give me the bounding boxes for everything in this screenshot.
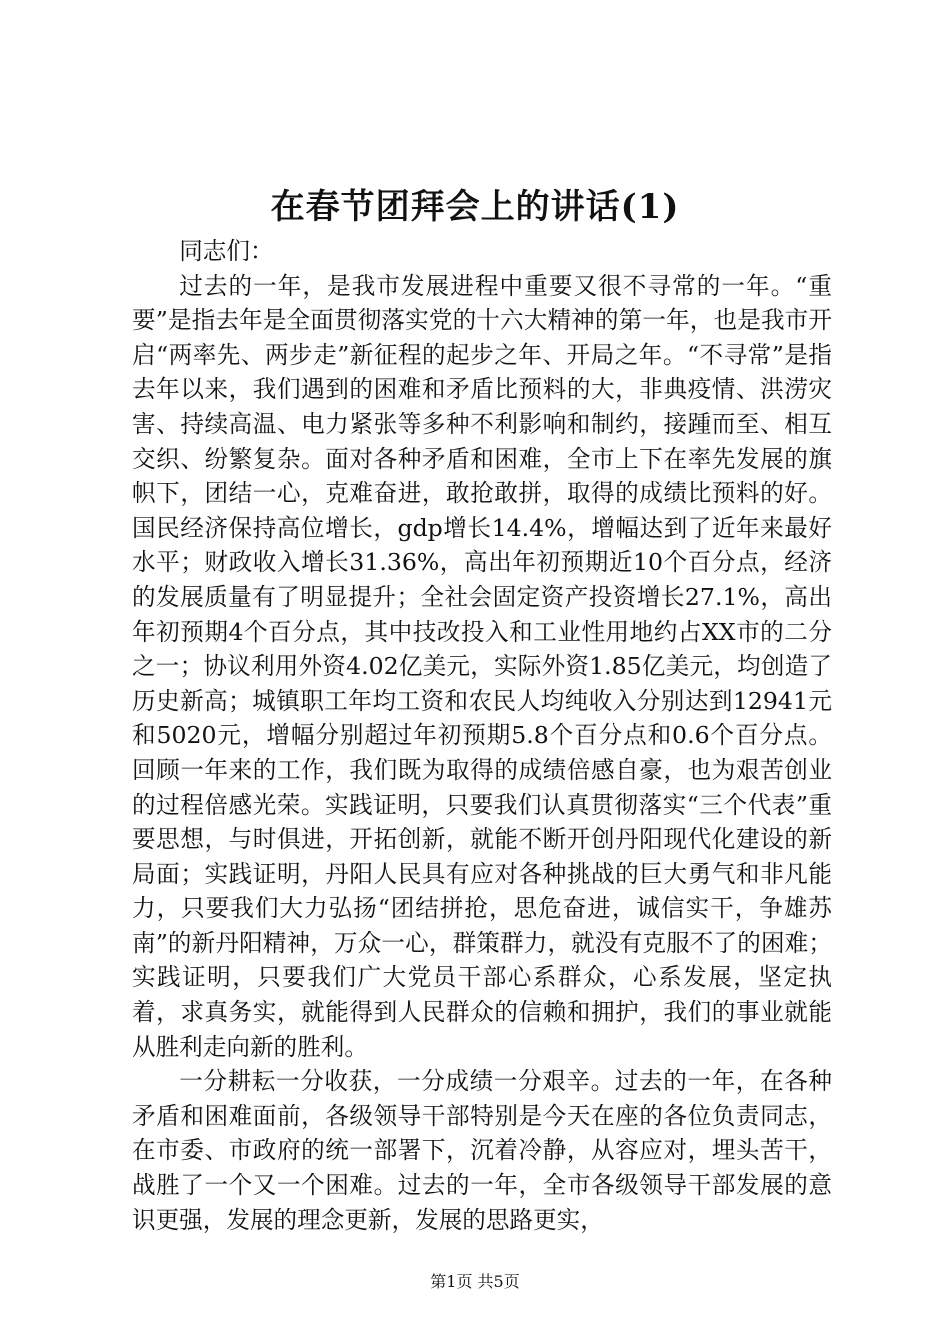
document-body (132, 234, 832, 1237)
page-footer: 第1页 共5页 (430, 1272, 520, 1291)
paragraph-2: 一分耕耘一分收获，一分成绩一分艰辛。过去的一年，在各种矛盾和困难面前，各级领导干部特别是今天在座的各位负责同志，在市委、市政府的统一部署下，沉着冷静，从容应对，埋头苦干，战胜了一个又一个困难。过去的一年，全市各级领导干部发展的意识更强，发展的理念更新，发展的思路更实， (132, 1067, 832, 1234)
paragraph-1: 过去的一年，是我市发展进程中重要又很不寻常的一年。“重要”是指去年是全面贯彻落实党的十六大精神的第一年，也是我市开启“两率先、两步走”新征程的起步之年、开局之年。“不寻常”是指去年以来，我们遇到的困难和矛盾比预料的大，非典疫情、洪涝灾害、持续高温、电力紧张等多种不利影响和制约，接踵而至、相互交织、纷繁复杂。面对各种矛盾和困难，全市上下在率先发展的旗帜下，团结一心，克难奋进，敢抢敢拼，取得的成绩比预料的好。国民经济保持高位增长，gdp增长14.4%，增幅达到了近年来最好水平；财政收入增长31.36%，高出年初预期近10个百分点，经济的发展质量有了明显提升；全社会固定资产投资增长27.1%，高出年初预期4个百分点，其中技改投入和工业性用地约占XX市的二分之一；协议利用外资4.02亿美元，实际外资1.85亿美元，均创造了历史新高；城镇职工年均工资和农民人均纯收入分别达到12941元和5020元，增幅分别超过年初预期5.8个百分点和0.6个百分点。回顾一年来的工作，我们既为取得的成绩倍感自豪，也为艰苦创业的过程倍感光荣。实践证明，只要我们认真贯彻落实“三个代表”重要思想，与时俱进，开拓创新，就能不断开创丹阳现代化建设的新局面；实践证明，丹阳人民具有应对各种挑战的巨大勇气和非凡能力，只要我们大力弘扬“团结拼抢，思危奋进，诚信实干，争雄苏南”的新丹阳精神，万众一心，群策群力，就没有克服不了的困难；实践证明，只要我们广大党员干部心系群众，心系发展，坚定执着，求真务实，就能得到人民群众的信赖和拥护，我们的事业就能从胜利走向新的胜利。 (132, 271, 832, 1061)
page-title: 在春节团拜会上的讲话(1) (270, 187, 680, 227)
salutation: 同志们： (179, 237, 274, 265)
